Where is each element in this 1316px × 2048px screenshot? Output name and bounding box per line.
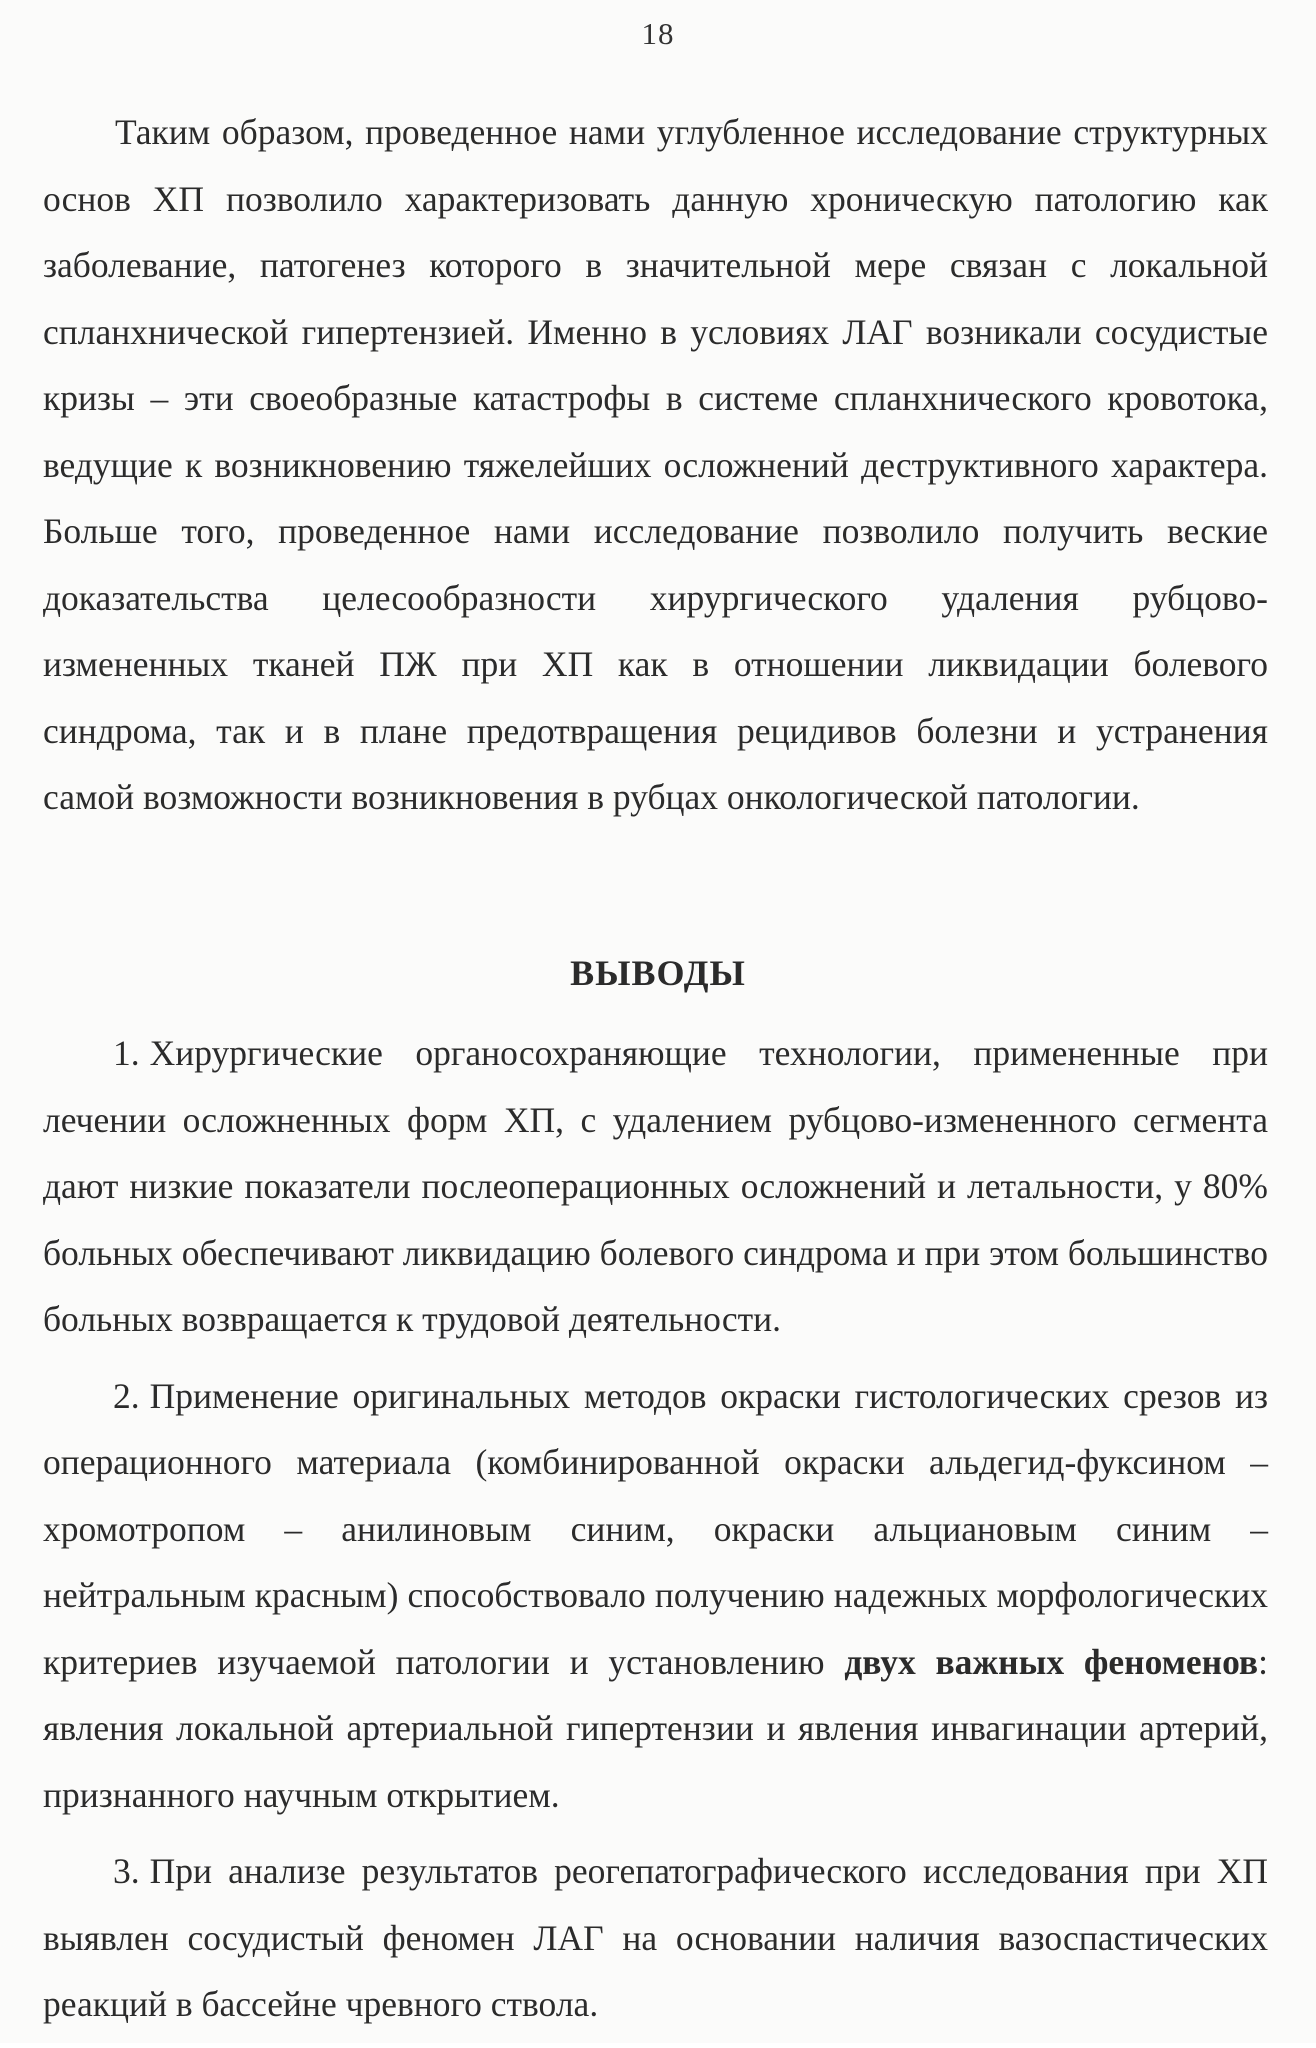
page-number: 18 — [641, 16, 675, 51]
conclusion-number: 2. — [113, 1375, 140, 1416]
conclusion-text: При анализе результатов реогепатографического исследования при ХП выявлен сосудистый феномен ЛАГ на основании наличия вазоспастических реакций в бассейне чревного ствола. — [43, 1851, 1268, 2024]
section-heading: ВЫВОДЫ — [570, 953, 746, 993]
conclusion-emphasis: двух важных феноменов — [844, 1641, 1259, 1682]
intro-paragraph: Таким образом, проведенное нами углубленное исследование структурных основ ХП позволило характеризовать данную хроническую патологию как заболевание, патогенез которого в значительной мере связан с локальной спланхнической гипертензией. Именно в условиях ЛАГ возникали сосудистые кризы – эти своеобразные катастрофы в системе спланхнического кровотока, ведущие к возникновению тяжелейших осложнений деструктивного характера. Больше того, проведенное нами исследование позволило получить веские доказательства целесообразности хирургического удаления рубцово-измененных тканей ПЖ при ХП как в отношении ликвидации болевого синдрома, так и в плане предотвращения рецидивов болезни и устранения самой возможности возникновения в рубцах онкологической патологии. — [43, 112, 1268, 817]
conclusion-item-2 — [43, 1363, 1268, 1829]
conclusion-number: 3. — [113, 1851, 140, 1891]
conclusions-list — [43, 1020, 1268, 2048]
conclusion-text-continued: : явления локальной артериальной гипертензии и явления инвагинации артерий, признанного научным открытием. — [43, 1641, 1268, 1815]
conclusion-item-1 — [43, 1020, 1268, 1353]
conclusion-number: 1. — [113, 1033, 140, 1073]
conclusion-text: Хирургические органосохраняющие технологии, примененные при лечении осложненных форм ХП, с удалением рубцово-измененного сегмента дают низкие показатели послеоперационных осложнений и летальности, у 80% больных обеспечивают ликвидацию болевого синдрома и при этом большинство больных возвращается к трудовой деятельности. — [43, 1033, 1268, 1339]
conclusion-text: Применение оригинальных методов окраски гистологических срезов из операционного материала (комбинированной окраски альдегид-фуксином – хромотропом – анилиновым синим, окраски альциановым синим – нейтральным красным) способствовало получению надежных морфологических критериев изучаемой патологии и установлению — [43, 1375, 1268, 1682]
conclusion-item-3 — [43, 1838, 1268, 2038]
